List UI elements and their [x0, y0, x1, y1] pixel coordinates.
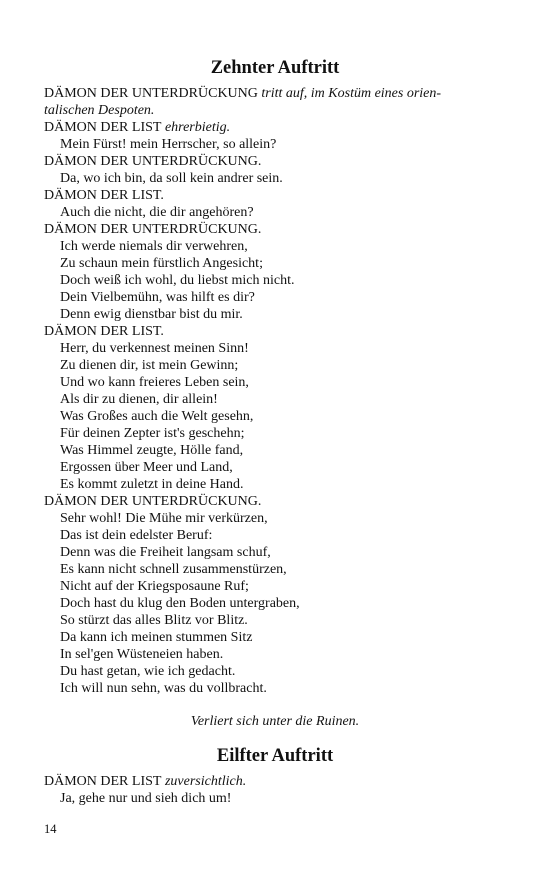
- speaker-line: [44, 119, 230, 136]
- stage-direction: ehrerbietig.: [161, 120, 231, 135]
- exit-stage-direction: Verliert sich unter die Ruinen.: [190, 714, 360, 729]
- verse-line: Sehr wohl! Die Mühe mir verkürzen,: [60, 511, 268, 526]
- verse-line: Doch hast du klug den Boden untergraben,: [60, 596, 300, 611]
- verse-line: Was Himmel zeugte, Hölle fand,: [60, 443, 244, 458]
- verse-line: Zu dienen dir, ist mein Gewinn;: [60, 358, 239, 373]
- speaker-name: DÄMON DER LIST.: [44, 188, 164, 203]
- speaker-name: DÄMON DER LIST: [44, 120, 162, 135]
- verse-line: Es kommt zuletzt in deine Hand.: [60, 477, 244, 492]
- verse-line: Da kann ich meinen stummen Sitz: [60, 630, 253, 645]
- verse-line: Zu schaun mein fürstlich Angesicht;: [60, 256, 263, 271]
- entrance-line: [44, 85, 441, 102]
- verse-line: Doch weiß ich wohl, du liebst mich nicht.: [60, 273, 295, 288]
- verse-line: Denn was die Freiheit langsam schuf,: [60, 545, 271, 560]
- verse-line: Ich werde niemals dir verwehren,: [60, 239, 248, 254]
- verse-line: Dein Vielbemühn, was hilft es dir?: [60, 290, 255, 305]
- page-number: 14: [44, 822, 57, 836]
- verse-line: Auch die nicht, die dir angehören?: [60, 205, 254, 220]
- verse-line: Ergossen über Meer und Land,: [60, 460, 233, 475]
- verse-line: Ja, gehe nur und sieh dich um!: [60, 791, 232, 806]
- verse-line: Nicht auf der Kriegsposaune Ruf;: [60, 579, 249, 594]
- verse-line: Und wo kann freieres Leben sein,: [60, 375, 249, 390]
- speaker-name: DÄMON DER UNTERDRÜCKUNG: [44, 86, 258, 101]
- verse-line: Denn ewig dienstbar bist du mir.: [60, 307, 243, 322]
- verse-line: Mein Fürst! mein Herrscher, so allein?: [60, 137, 277, 152]
- speaker-name: DÄMON DER UNTERDRÜCKUNG.: [44, 494, 262, 509]
- verse-line: Als dir zu dienen, dir allein!: [60, 392, 218, 407]
- verse-line: Ich will nun sehn, was du vollbracht.: [60, 681, 267, 696]
- verse-line: Was Großes auch die Welt gesehn,: [60, 409, 254, 424]
- stage-direction-continuation: talischen Despoten.: [44, 103, 155, 118]
- speaker-name: DÄMON DER LIST.: [44, 324, 164, 339]
- stage-direction: tritt auf, im Kostüm eines orien-: [257, 86, 442, 101]
- speaker-name: DÄMON DER UNTERDRÜCKUNG.: [44, 154, 262, 169]
- verse-line: Es kann nicht schnell zusammenstürzen,: [60, 562, 287, 577]
- scene-title-zehnter-auftritt: Zehnter Auftritt: [210, 58, 340, 78]
- speaker-name: DÄMON DER UNTERDRÜCKUNG.: [44, 222, 262, 237]
- verse-line: Da, wo ich bin, da soll kein andrer sein.: [60, 171, 283, 186]
- speaker-line: [44, 773, 246, 790]
- verse-line: In sel'gen Wüsteneien haben.: [60, 647, 224, 662]
- verse-line: So stürzt das alles Blitz vor Blitz.: [60, 613, 248, 628]
- speaker-name: DÄMON DER LIST: [44, 774, 162, 789]
- verse-line: Für deinen Zepter ist's geschehn;: [60, 426, 245, 441]
- verse-line: Das ist dein edelster Beruf:: [60, 528, 213, 543]
- scene-title-eilfter-auftritt: Eilfter Auftritt: [216, 746, 334, 766]
- verse-line: Du hast getan, wie ich gedacht.: [60, 664, 236, 679]
- stage-direction: zuversichtlich.: [161, 774, 247, 789]
- verse-line: Herr, du verkennest meinen Sinn!: [60, 341, 249, 356]
